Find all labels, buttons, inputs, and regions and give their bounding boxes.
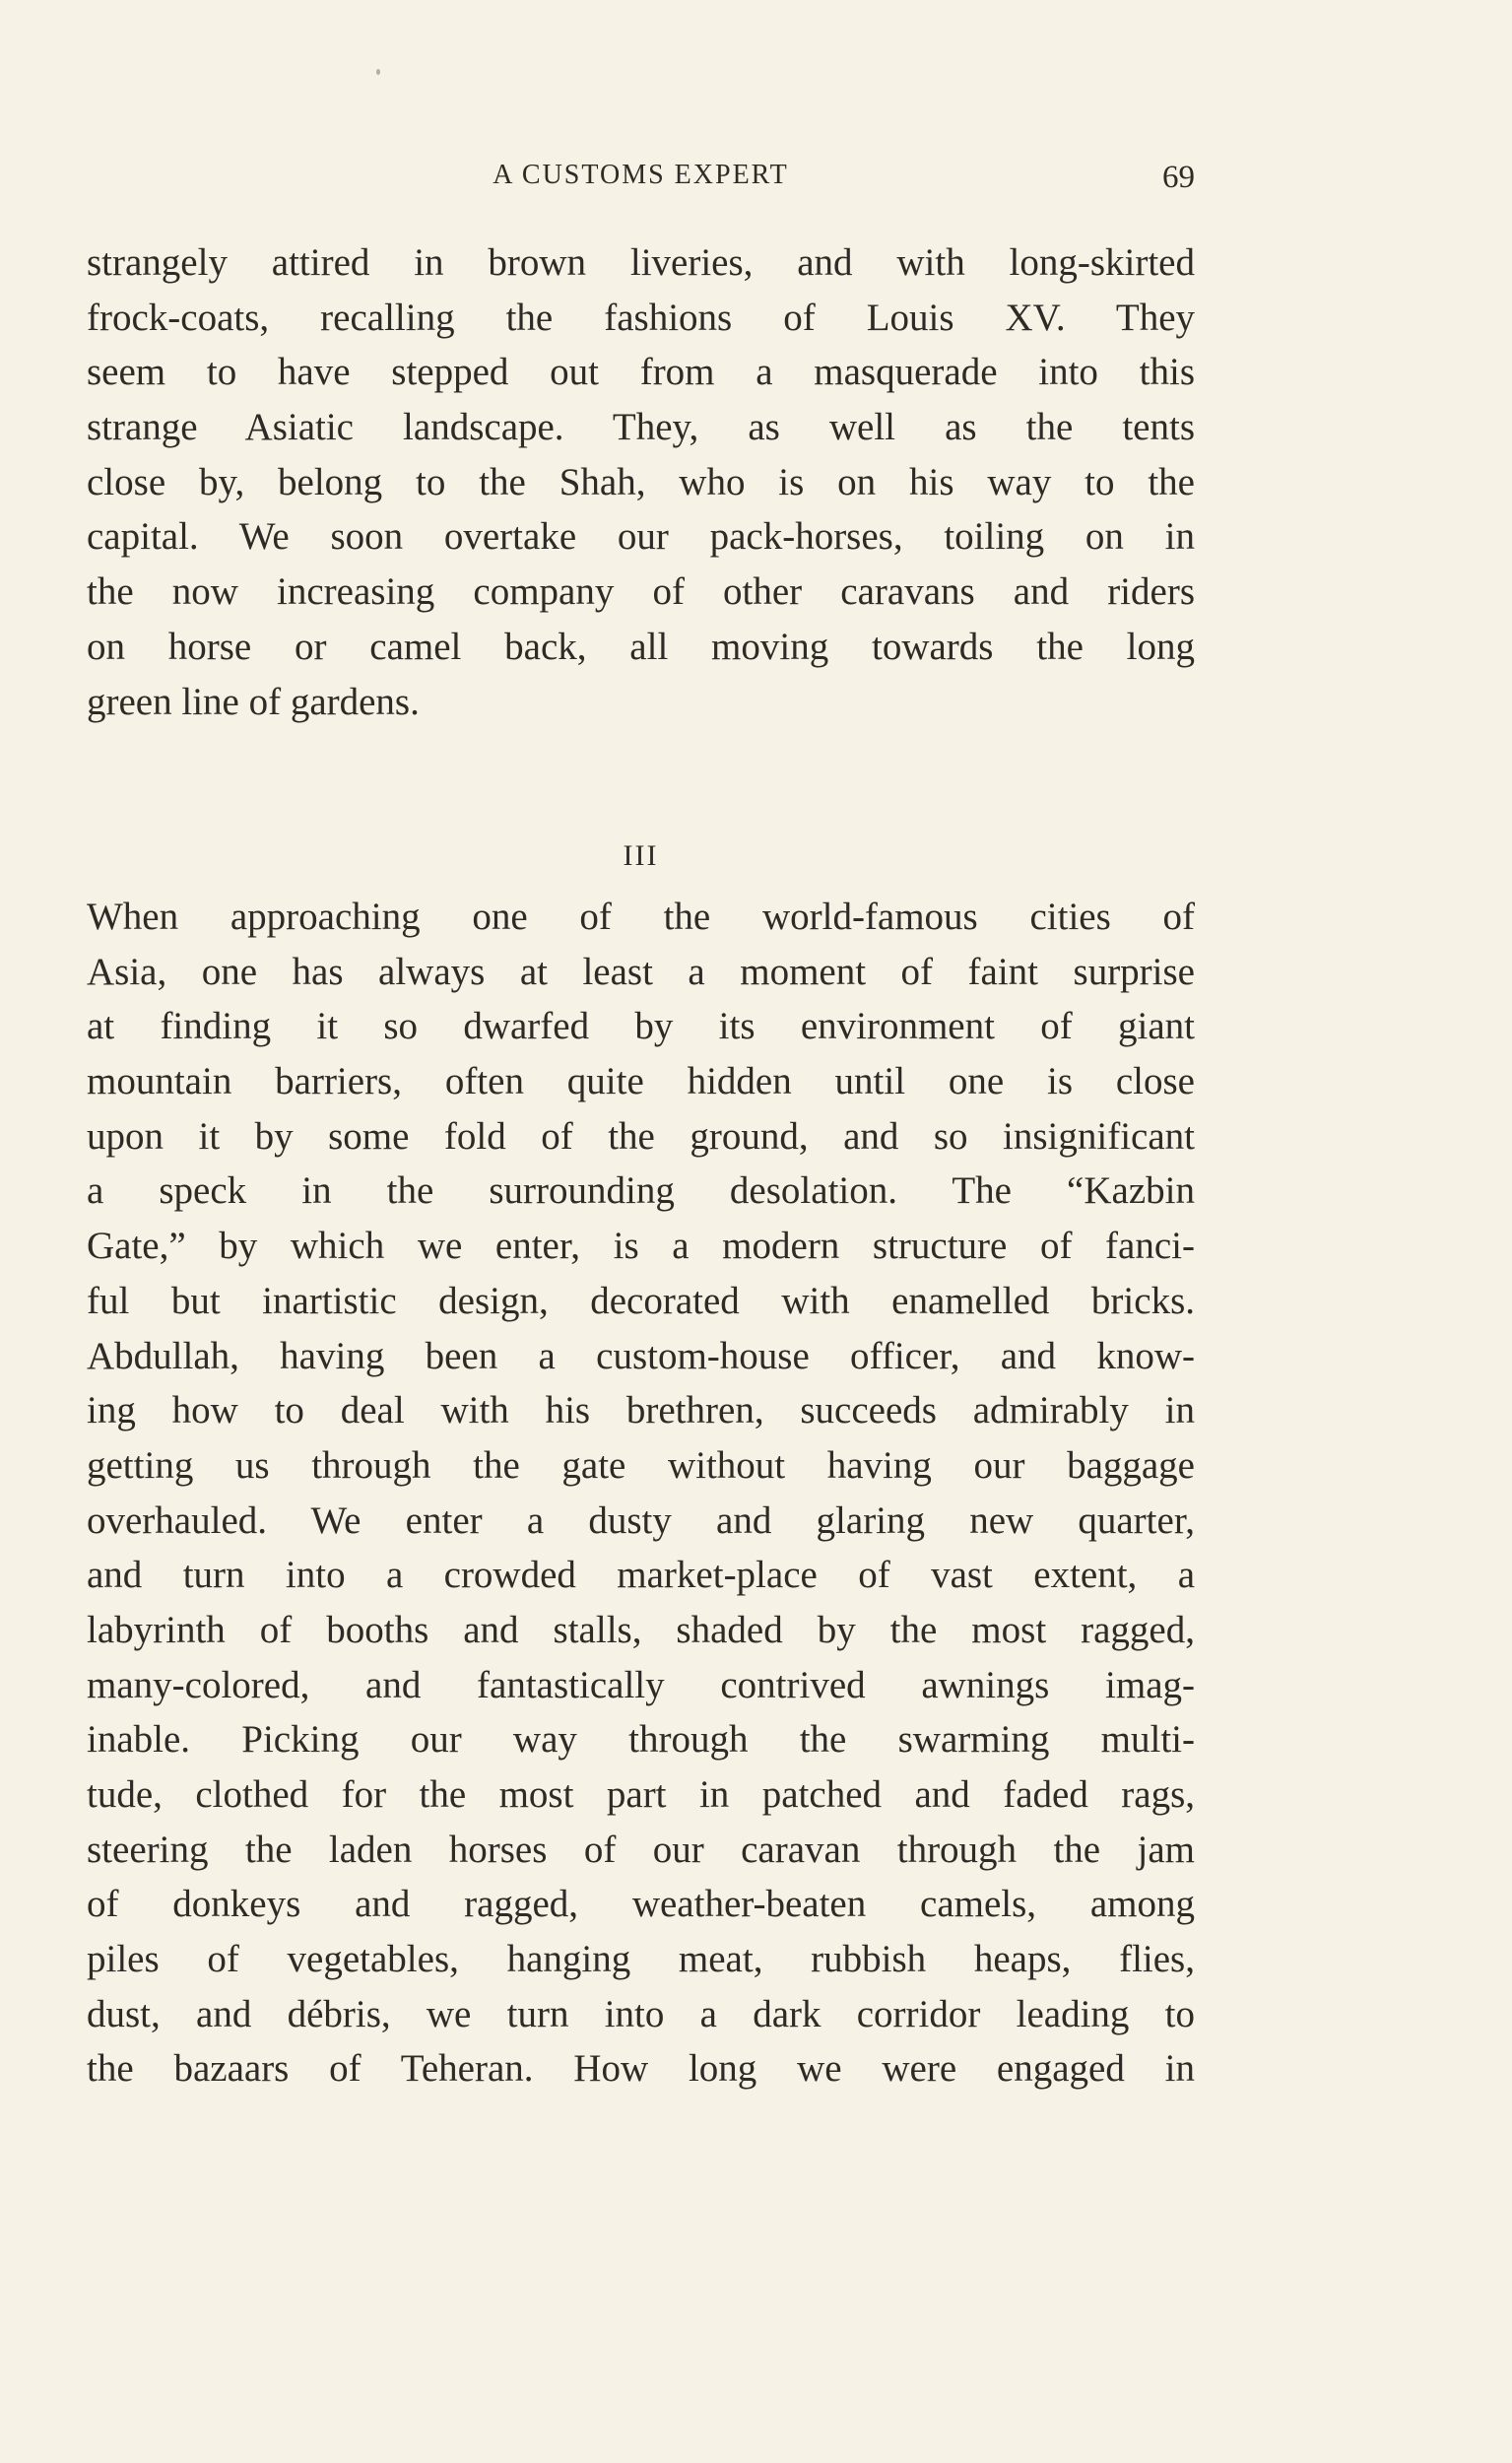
text-line: Asia, one has always at least a moment of faint surprise — [87, 950, 1195, 993]
text-line: close by, belong to the Shah, who is on his way to the — [87, 460, 1195, 503]
text-line: steering the laden horses of our caravan through the jam — [87, 1828, 1195, 1871]
section-number: III — [623, 839, 659, 872]
text-line: strange Asiatic landscape. They, as well as the tents — [87, 406, 1195, 449]
text-line: Abdullah, having been a custom-house officer, and know- — [87, 1334, 1195, 1377]
text-line: many-colored, and fantastically contrived awnings imag- — [87, 1663, 1195, 1706]
text-line: When approaching one of the world-famous cities of — [87, 896, 1195, 938]
text-line: tude, clothed for the most part in patched and faded rags, — [87, 1773, 1195, 1816]
text-line: a speck in the surrounding desolation. The “Kazbin — [87, 1169, 1195, 1213]
text-line: seem to have stepped out from a masquerade into this — [87, 351, 1195, 394]
text-line: upon it by some fold of the ground, and so insignificant — [87, 1114, 1195, 1158]
text-line: capital. We soon overtake our pack-horses, toiling on in — [87, 515, 1195, 559]
text-line: the now increasing company of other caravans and riders — [87, 570, 1195, 614]
text-line: piles of vegetables, hanging meat, rubbish heaps, flies, — [87, 1938, 1195, 1981]
page-number: 69 — [1162, 160, 1195, 195]
text-line: ing how to deal with his brethren, succeeds admirably in — [87, 1389, 1195, 1432]
text-line: inable. Picking our way through the swarming multi- — [87, 1718, 1195, 1762]
text-line: of donkeys and ragged, weather-beaten camels, among — [87, 1883, 1195, 1926]
text-line: on horse or camel back, all moving towards the long — [87, 625, 1195, 668]
running-title: A CUSTOMS EXPERT — [493, 160, 789, 190]
text-line: and turn into a crowded market-place of vast extent, a — [87, 1554, 1195, 1597]
text-line: frock-coats, recalling the fashions of Louis XV. They — [87, 296, 1195, 339]
paragraph-1 — [87, 235, 1195, 729]
text-line: at finding it so dwarfed by its environment of giant — [87, 1005, 1195, 1048]
text-line: Gate,” by which we enter, is a modern structure of fanci- — [87, 1225, 1195, 1268]
text-line: the bazaars of Teheran. How long we were engaged in — [87, 2047, 1195, 2091]
text-line: getting us through the gate without having our baggage — [87, 1443, 1195, 1487]
text-line: mountain barriers, often quite hidden until one is close — [87, 1060, 1195, 1103]
text-line: dust, and débris, we turn into a dark corridor leading to — [87, 1992, 1195, 2035]
text-line: green line of gardens. — [87, 680, 420, 723]
text-line: overhauled. We enter a dusty and glaring new quarter, — [87, 1498, 1195, 1542]
text-line: labyrinth of booths and stalls, shaded by the most ragged, — [87, 1608, 1195, 1651]
paragraph-2 — [87, 890, 1195, 2097]
text-line: ful but inartistic design, decorated with enamelled bricks. — [87, 1279, 1195, 1322]
paper-speck — [376, 69, 380, 75]
text-line: strangely attired in brown liveries, and with long-skirted — [87, 241, 1195, 284]
running-head — [87, 156, 1195, 195]
